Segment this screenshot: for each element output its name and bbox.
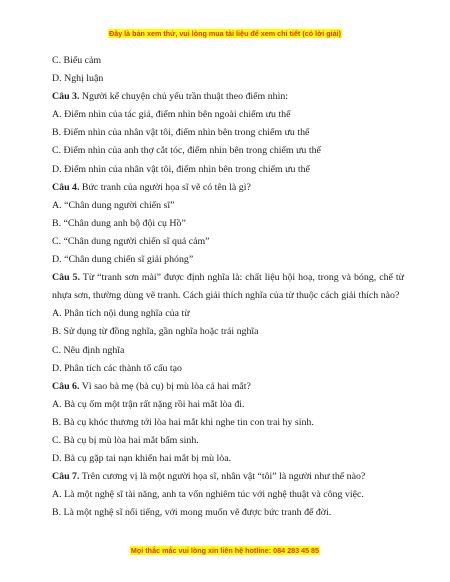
question-3: [52, 88, 404, 106]
question-5-text: Từ “tranh sơn mài” được định nghĩa là: chất liệu hội hoạ, trong và bóng, chế từ nhựa sơn, thường dùng vẽ tranh. Cách giải thích nghĩa của từ thuộc cách giải thích nào?: [52, 272, 405, 302]
q6-option-c: C. Bà cụ bị mù lòa hai mắt bẩm sinh.: [52, 434, 199, 446]
q3-option-a: A. Điểm nhìn của tác giả, điểm nhìn bên ngoài chiếm ưu thế: [52, 109, 291, 121]
hotline-notice-banner: [0, 546, 450, 555]
question-7: [52, 468, 404, 486]
q3-option-b: B. Điểm nhìn của nhân vật tôi, điểm nhìn bên trong chiếm ưu thế: [52, 127, 310, 139]
q3-option-d: D. Điểm nhìn của nhân vật tôi, điểm nhìn bên trong chiếm ưu thế: [52, 163, 310, 175]
q6-option-a: A. Bà cụ ốm một trận rất nặng rồi hai mắt lòa đi.: [52, 398, 245, 410]
preview-notice-banner: [0, 29, 450, 38]
question-5-label: Câu 5.: [52, 272, 80, 284]
q3-option-c: C. Điểm nhìn của anh thợ cắt tóc, điểm nhìn bên trong chiếm ưu thế: [52, 145, 321, 157]
question-7-label: Câu 7.: [52, 471, 80, 483]
q5-option-a: A. Phân tích nội dung nghĩa của từ: [52, 308, 190, 320]
question-5: [52, 269, 404, 305]
q4-option-a: A. “Chân dung người chiến sĩ”: [52, 199, 175, 211]
q4-option-c: C. “Chân dung người chiến sĩ quả cảm”: [52, 235, 210, 247]
document-body: [52, 52, 404, 522]
question-4-text: Bức tranh của người họa sĩ vẽ có tên là gì?: [81, 181, 251, 193]
q5-option-d: D. Phân tích các thành tố cấu tạo: [52, 362, 182, 374]
q6-option-d: D. Bà cụ gặp tai nạn khiến hai mắt bị mù lòa.: [52, 453, 232, 465]
q5-option-c: C. Nêu định nghĩa: [52, 344, 125, 356]
question-6: [52, 378, 404, 396]
q4-option-d: D. “Chân dung chiến sĩ giải phóng”: [52, 254, 194, 266]
question-6-text: Vì sao bà mẹ (bà cụ) bị mù lòa cả hai mắt?: [81, 380, 251, 392]
question-3-text: Người kể chuyện chủ yếu trần thuật theo điểm nhìn:: [81, 91, 289, 103]
question-7-text: Trên cương vị là một người họa sĩ, nhân vật “tôi” là người như thế nào?: [81, 471, 366, 483]
question-6-label: Câu 6.: [52, 380, 80, 392]
q5-option-b: B. Sử dụng từ đồng nghĩa, gần nghĩa hoặc trái nghĩa: [52, 326, 259, 338]
question-4-label: Câu 4.: [52, 181, 80, 193]
q4-option-b: B. “Chân dung anh bộ đội cụ Hồ”: [52, 217, 186, 229]
hotline-notice-text: Mọi thắc mắc vui lòng xin liên hệ hotline: 084 283 45 85: [130, 546, 320, 555]
q7-option-a: A. Là một nghệ sĩ tài năng, anh ta vốn nghiêm túc với nghệ thuật và công việc.: [52, 489, 364, 501]
prev-option-c: C. Biểu cảm: [52, 55, 102, 66]
q6-option-b: B. Bà cụ khóc thương tới lòa hai mắt khi nghe tin con trai hy sinh.: [52, 416, 314, 428]
question-3-label: Câu 3.: [52, 91, 80, 103]
prev-option-d: D. Nghị luận: [52, 73, 104, 85]
preview-notice-text: Đây là bản xem thử, vui lòng mua tài liệu để xem chi tiết (có lời giải): [109, 29, 341, 38]
question-4: [52, 179, 404, 197]
q7-option-b: B. Là một nghệ sĩ nổi tiếng, với mong muốn vẽ được bức tranh để đời.: [52, 507, 332, 519]
